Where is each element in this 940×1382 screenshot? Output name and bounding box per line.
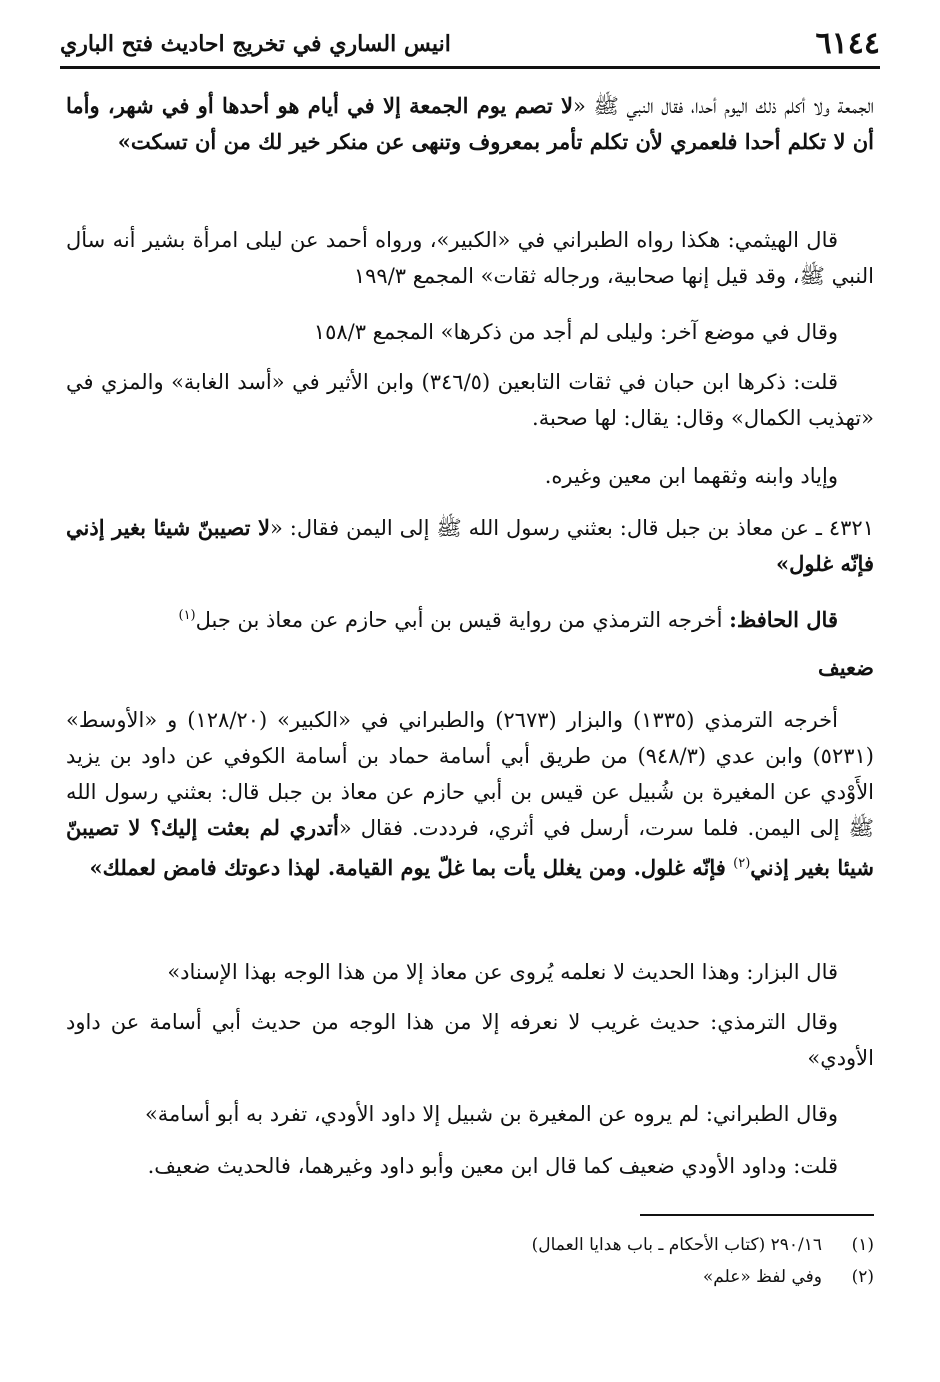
paragraph-4: قلت: ذكرها ابن حبان في ثقات التابعين (٣٤٦/٥) وابن الأثير في «أسد الغابة» والمزي في «تهذيب الكمال» وقال: يقال: لها صحبة. [66, 370, 874, 430]
hadith-close: » [775, 551, 790, 576]
footnote-divider [640, 1214, 874, 1216]
footnote-1-mark: (١) [851, 1235, 874, 1255]
grade-label: ضعيف [817, 655, 874, 680]
footnote-2 [66, 1264, 874, 1290]
paragraph-3: وقال في موضع آخر: وليلى لم أجد من ذكرها» المجمع ١٥٨/٣ [313, 320, 838, 344]
paragraph-2: قال الهيثمي: هكذا رواه الطبراني في «الكبير»، ورواه أحمد عن ليلى امرأة بشير أنه سأل النبي ﷺ، وقد قيل إنها صحابية، ورجاله ثقات» المجمع ١٩٩/٣ [66, 228, 874, 288]
paragraph-conclusion: قلت: وداود الأودي ضعيف كما قال ابن معين وأبو داود وغيرهما، فالحديث ضعيف. [147, 1154, 838, 1178]
takhrij-paragraph [66, 702, 874, 886]
takhrij-close: » [89, 855, 103, 880]
paragraph-1 [66, 88, 874, 160]
p1-hadith-text: لا تصم يوم الجمعة إلا في أيام هو أحدها أو في شهر، وأما أن لا تكلم أحدا فلعمري لأن تكلم تأمر بمعروف وتنهى عن منكر خير لك من أن تسكت [66, 93, 874, 154]
takhrij-hadith-a: أتدري لم بعثت إليك؟ لا تصيبنّ شيئا بغير إذني [66, 815, 874, 880]
p1-close: » [117, 129, 131, 154]
p1-text: الجمعة ولا أكلم ذلك اليوم أحدا، فقال النبي ﷺ « [573, 94, 875, 118]
takhrij-hadith-b: فإنّه غلول. ومن يغلل يأت بما غلّ يوم القيامة. لهذا دعوتك فامض لعملك [102, 855, 734, 880]
hafiz-paragraph [66, 598, 874, 638]
footnote-ref-2: (٢) [733, 856, 751, 871]
paragraph-tabarani: وقال الطبراني: لم يروه عن المغيرة بن شبيل إلا داود الأودي، تفرد به أبو أسامة» [144, 1102, 838, 1126]
hafiz-label: قال الحافظ: [729, 607, 838, 632]
paragraph-5: وإياد وابنه وثقهما ابن معين وغيره. [544, 464, 838, 488]
grade-paragraph [66, 650, 874, 686]
footnote-2-mark: (٢) [851, 1267, 874, 1287]
hadith-4321 [66, 510, 874, 582]
footnote-ref-1: (١) [178, 608, 196, 623]
page-header [60, 22, 880, 69]
hadith-text: لا تصيبنّ شيئا بغير إذني فإنّه غلول [66, 515, 874, 576]
hafiz-text: أخرجه الترمذي من رواية قيس بن أبي حازم عن معاذ بن جبل [195, 608, 730, 632]
footnote-1-text: ٢٩٠/١٦ (كتاب الأحكام ـ باب هدايا العمال) [531, 1235, 822, 1255]
book-title: انيس الساري في تخريج احاديث فتح الباري [60, 31, 451, 57]
takhrij-text: أخرجه الترمذي (١٣٣٥) والبزار (٢٦٧٣) والطبراني في «الكبير» (١٢٨/٢٠) و «الأوسط» (٥٢٣١) وابن عدي (٩٤٨/٣) من طريق أبي أسامة حماد بن أسامة الكوفي عن داود بن يزيد الأَوْدي عن المغيرة بن شُبيل عن قيس بن أبي حازم عن معاذ بن جبل قال: بعثني رسول الله ﷺ إلى اليمن. فلما سرت، أرسل في أثري، فرددت. فقال « [66, 708, 874, 840]
footnote-2-text: وفي لفظ «علم» [702, 1267, 822, 1287]
paragraph-bazzar: قال البزار: وهذا الحديث لا نعلمه يُروى عن معاذ إلا من هذا الوجه بهذا الإسناد» [167, 960, 838, 984]
footnote-1 [66, 1232, 874, 1258]
hadith-intro: ٤٣٢١ ـ عن معاذ بن جبل قال: بعثني رسول الله ﷺ إلى اليمن فقال: « [270, 516, 874, 540]
paragraph-tirmidhi: وقال الترمذي: حديث غريب لا نعرفه إلا من هذا الوجه من حديث أبي أسامة عن داود الأودي» [66, 1010, 874, 1070]
page-number: ٦١٤٤ [815, 26, 880, 61]
